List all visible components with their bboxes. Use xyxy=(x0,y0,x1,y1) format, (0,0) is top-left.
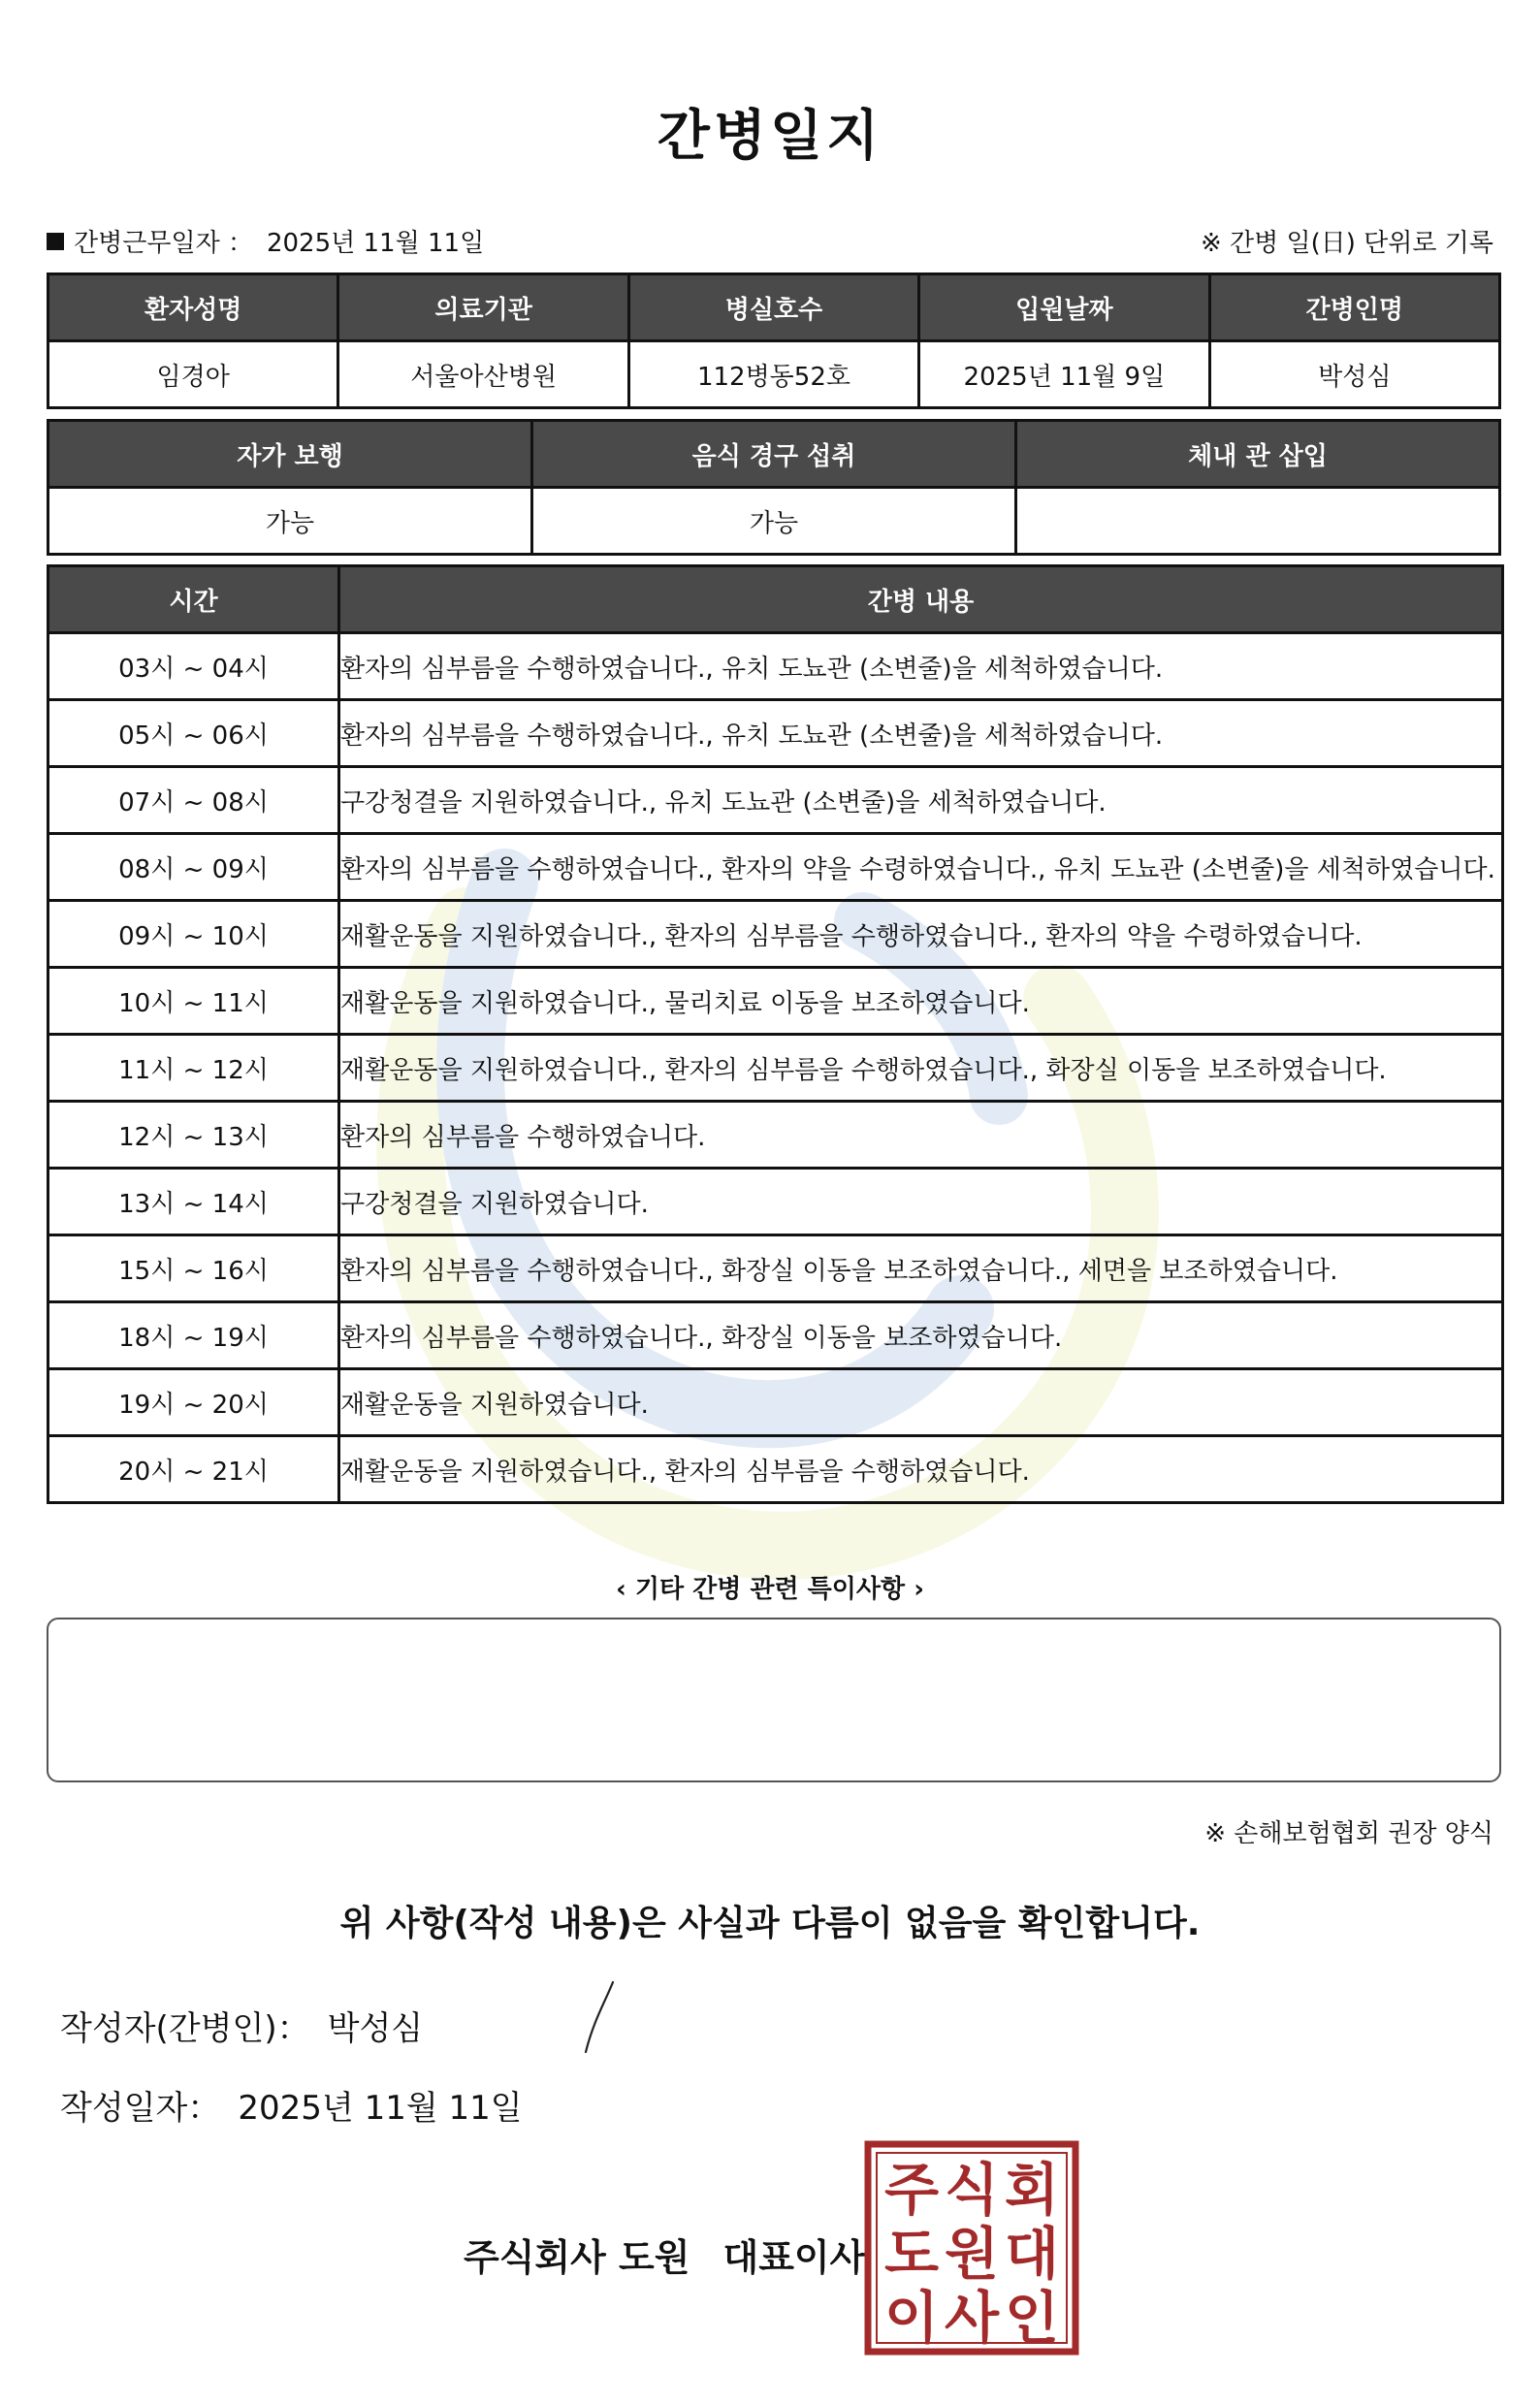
log-content: 재활운동을 지원하였습니다., 환자의 심부름을 수행하였습니다., 환자의 약을 수령하였습니다. xyxy=(339,901,1503,968)
svg-text:회: 회 xyxy=(1004,2157,1060,2223)
work-date-value: 2025년 11월 11일 xyxy=(266,229,485,258)
svg-text:식: 식 xyxy=(944,2157,1000,2223)
log-time: 11시 ~ 12시 xyxy=(48,1035,339,1102)
log-time: 10시 ~ 11시 xyxy=(48,968,339,1035)
patient-info-table xyxy=(47,273,1501,409)
log-time: 08시 ~ 09시 xyxy=(48,834,339,901)
care-log-table xyxy=(47,564,1504,1504)
table-row xyxy=(48,1302,1503,1369)
header-self-walking: 자가 보행 xyxy=(48,421,532,488)
svg-text:대: 대 xyxy=(1004,2221,1060,2287)
work-date-label: 간병근무일자 ： xyxy=(74,229,253,258)
room-value: 112병동52호 xyxy=(628,341,918,408)
document-title: 간병일지 xyxy=(657,105,883,168)
table-row xyxy=(48,1035,1503,1102)
header-time: 시간 xyxy=(48,566,339,633)
patient-name-value: 임경아 xyxy=(48,341,338,408)
table-row xyxy=(48,968,1503,1035)
header-admission-date: 입원날짜 xyxy=(919,274,1209,341)
log-time: 13시 ~ 14시 xyxy=(48,1169,339,1235)
writer-label: 작성자(간병인)： xyxy=(60,2009,310,2048)
log-content: 환자의 심부름을 수행하였습니다., 화장실 이동을 보조하였습니다., 세면을 보조하였습니다. xyxy=(339,1235,1503,1302)
log-time: 15시 ~ 16시 xyxy=(48,1235,339,1302)
table-row xyxy=(48,834,1503,901)
header-care-content: 간병 내용 xyxy=(339,566,1503,633)
hospital-value: 서울아산병원 xyxy=(338,341,628,408)
confirmation-statement: 위 사항(작성 내용)은 사실과 다름이 없음을 확인합니다. xyxy=(339,1904,1201,1943)
work-date-line xyxy=(47,223,484,259)
square-bullet-icon xyxy=(47,233,64,250)
log-time: 18시 ~ 19시 xyxy=(48,1302,339,1369)
log-content: 재활운동을 지원하였습니다., 물리치료 이동을 보조하였습니다. xyxy=(339,968,1503,1035)
log-content: 재활운동을 지원하였습니다. xyxy=(339,1369,1503,1436)
log-time: 03시 ~ 04시 xyxy=(48,633,339,700)
log-content: 환자의 심부름을 수행하였습니다., 유치 도뇨관 (소변줄)을 세척하였습니다. xyxy=(339,700,1503,767)
svg-text:이: 이 xyxy=(883,2285,940,2351)
oral-intake-value: 가능 xyxy=(532,488,1016,555)
svg-text:인: 인 xyxy=(1004,2285,1060,2351)
company-seal-stamp xyxy=(863,2139,1080,2357)
writer-line xyxy=(60,2002,423,2049)
written-date-label: 작성일자： xyxy=(60,2089,221,2128)
log-content: 구강청결을 지원하였습니다., 유치 도뇨관 (소변줄)을 세척하였습니다. xyxy=(339,767,1503,834)
table-row xyxy=(48,700,1503,767)
written-date-line xyxy=(60,2081,523,2129)
table-row xyxy=(48,767,1503,834)
header-oral-intake: 음식 경구 섭취 xyxy=(532,421,1016,488)
log-time: 20시 ~ 21시 xyxy=(48,1436,339,1503)
svg-text:사: 사 xyxy=(944,2285,1000,2351)
patient-status-header-row xyxy=(48,421,1500,488)
handwritten-signature xyxy=(580,1978,619,2056)
written-date-value: 2025년 11월 11일 xyxy=(238,2089,523,2128)
care-log-header-row xyxy=(48,566,1503,633)
form-standard-note: ※ 손해보험협회 권장 양식 xyxy=(1204,1819,1493,1848)
table-row xyxy=(48,1102,1503,1169)
table-row xyxy=(48,1235,1503,1302)
log-content: 구강청결을 지원하였습니다. xyxy=(339,1169,1503,1235)
log-content: 재활운동을 지원하였습니다., 환자의 심부름을 수행하였습니다. xyxy=(339,1436,1503,1503)
table-row xyxy=(48,1169,1503,1235)
ceo-title: 대표이사 xyxy=(722,2236,866,2279)
tube-insertion-value xyxy=(1016,488,1500,555)
self-walking-value: 가능 xyxy=(48,488,532,555)
svg-text:원: 원 xyxy=(944,2221,1000,2287)
notes-title: ‹ 기타 간병 관련 특이사항 › xyxy=(616,1575,924,1604)
company-line xyxy=(464,2228,865,2281)
table-row xyxy=(48,1369,1503,1436)
company-name: 주식회사 도원 xyxy=(464,2236,690,2279)
header-tube-insertion: 체내 관 삽입 xyxy=(1016,421,1500,488)
writer-name: 박성심 xyxy=(327,2009,424,2048)
log-content: 환자의 심부름을 수행하였습니다., 화장실 이동을 보조하였습니다. xyxy=(339,1302,1503,1369)
log-time: 12시 ~ 13시 xyxy=(48,1102,339,1169)
log-time: 09시 ~ 10시 xyxy=(48,901,339,968)
header-room: 병실호수 xyxy=(628,274,918,341)
notes-box xyxy=(47,1618,1501,1782)
svg-text:도: 도 xyxy=(883,2221,940,2287)
table-row xyxy=(48,901,1503,968)
log-content: 환자의 심부름을 수행하였습니다., 유치 도뇨관 (소변줄)을 세척하였습니다. xyxy=(339,633,1503,700)
admission-date-value: 2025년 11월 9일 xyxy=(919,341,1209,408)
caregiver-name-value: 박성심 xyxy=(1209,341,1499,408)
header-patient-name: 환자성명 xyxy=(48,274,338,341)
svg-text:주: 주 xyxy=(883,2157,940,2223)
record-unit-note: ※ 간병 일(日) 단위로 기록 xyxy=(1200,229,1493,258)
table-row xyxy=(48,1436,1503,1503)
patient-status-table xyxy=(47,419,1501,556)
header-caregiver-name: 간병인명 xyxy=(1209,274,1499,341)
patient-info-value-row xyxy=(48,341,1500,408)
header-hospital: 의료기관 xyxy=(338,274,628,341)
table-row xyxy=(48,633,1503,700)
log-content: 재활운동을 지원하였습니다., 환자의 심부름을 수행하였습니다., 화장실 이동을 보조하였습니다. xyxy=(339,1035,1503,1102)
log-content: 환자의 심부름을 수행하였습니다. xyxy=(339,1102,1503,1169)
log-content: 환자의 심부름을 수행하였습니다., 환자의 약을 수령하였습니다., 유치 도뇨관 (소변줄)을 세척하였습니다. xyxy=(339,834,1503,901)
patient-info-header-row xyxy=(48,274,1500,341)
log-time: 19시 ~ 20시 xyxy=(48,1369,339,1436)
patient-status-value-row xyxy=(48,488,1500,555)
log-time: 05시 ~ 06시 xyxy=(48,700,339,767)
log-time: 07시 ~ 08시 xyxy=(48,767,339,834)
